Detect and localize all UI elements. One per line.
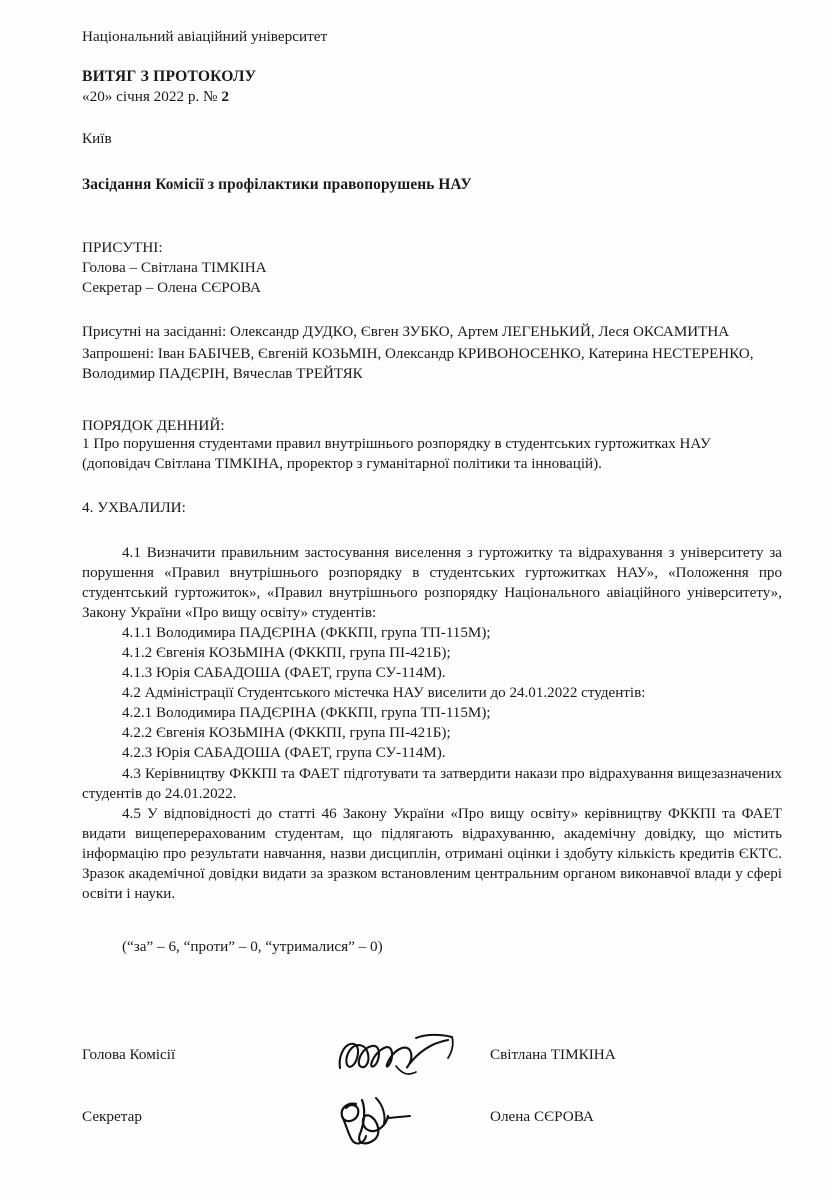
vote-result: (“за” – 6, “проти” – 0, “утрималися” – 0) bbox=[122, 937, 383, 955]
document-body bbox=[82, 28, 782, 956]
handwritten-signature-icon bbox=[332, 1028, 482, 1088]
meeting-title: Засідання Комісії з профілактики правопорушень НАУ bbox=[82, 176, 472, 193]
clause-4-2-3: 4.2.3 Юрія САБАДОША (ФАЕТ, група СУ-114М). bbox=[122, 745, 446, 762]
signature-name-chair: Світлана ТІМКІНА bbox=[490, 1046, 616, 1063]
present-section bbox=[82, 238, 782, 297]
document-date-prefix: «20» січня 2022 р. № bbox=[82, 88, 222, 105]
resolved-section bbox=[82, 543, 782, 904]
clause-4-1: 4.1 Визначити правильним застосування виселення з гуртожитку та відрахування з університету за порушення «Правил внутрішнього розпорядку в студентських гуртожитках НАУ», «Положення про студентський гуртожиток», «Правил внутрішнього розпорядку Національного авіаційного університету», Закону України «Про вищу освіту» студентів: bbox=[82, 544, 782, 622]
attendees-invited-list: Запрошені: Іван БАБІЧЕВ, Євгеній КОЗЬМІН, Олександр КРИВОНОСЕНКО, Катерина НЕСТЕРЕНКО, Володимир ПАДЄРІН, Вячеслав ТРЕЙТЯК bbox=[82, 346, 754, 383]
clause-4-1-1: 4.1.1 Володимира ПАДЄРІНА (ФККПІ, група ТП-115М); bbox=[122, 625, 491, 642]
clause-4-2-1: 4.2.1 Володимира ПАДЄРІНА (ФККПІ, група ТП-115М); bbox=[122, 705, 491, 722]
present-secretary: Секретар – Олена СЄРОВА bbox=[82, 278, 261, 296]
signature-role-secretary: Секретар bbox=[82, 1108, 142, 1125]
document-number: 2 bbox=[221, 88, 229, 105]
organization-name: Національний авіаційний університет bbox=[82, 28, 328, 45]
agenda-item-1: 1 Про порушення студентами правил внутрішнього розпорядку в студентських гуртожитках НАУ (доповідач Світлана ТІМКІНА, проректор з гуманітарної політики та інновацій). bbox=[82, 436, 711, 472]
present-heading: ПРИСУТНІ: bbox=[82, 239, 163, 256]
agenda-heading: ПОРЯДОК ДЕННИЙ: bbox=[82, 417, 225, 435]
agenda-section bbox=[82, 417, 782, 475]
clause-4-2-2: 4.2.2 Євгенія КОЗЬМІНА (ФККПІ, група ПІ-421Б); bbox=[122, 725, 451, 742]
attendees-section bbox=[82, 323, 782, 385]
signature-row-secretary bbox=[82, 1102, 782, 1164]
signature-block bbox=[82, 1040, 782, 1164]
clause-4-1-3: 4.1.3 Юрія САБАДОША (ФАЕТ, група СУ-114М). bbox=[122, 665, 446, 682]
document-date-line bbox=[82, 88, 782, 106]
document-title: ВИТЯГ З ПРОТОКОЛУ bbox=[82, 68, 257, 85]
signature-role-chair: Голова Комісії bbox=[82, 1046, 176, 1063]
clause-4-2: 4.2 Адміністрації Студентського містечка НАУ виселити до 24.01.2022 студентів: bbox=[122, 685, 646, 702]
attendees-present-list: Присутні на засіданні: Олександр ДУДКО, Євген ЗУБКО, Артем ЛЕГЕНЬКИЙ, Леся ОКСАМИТНА bbox=[82, 324, 730, 341]
resolved-heading: 4. УХВАЛИЛИ: bbox=[82, 498, 186, 516]
signature-name-secretary: Олена СЄРОВА bbox=[490, 1108, 594, 1125]
document-city: Київ bbox=[82, 130, 112, 147]
present-chair: Голова – Світлана ТІМКІНА bbox=[82, 258, 267, 276]
clause-4-3: 4.3 Керівництву ФККПІ та ФАЕТ підготувати та затвердити накази про відрахування вищезазначених студентів до 24.01.2022. bbox=[82, 765, 782, 802]
handwritten-signature-icon-secondary bbox=[332, 1090, 482, 1150]
clause-4-1-2: 4.1.2 Євгенія КОЗЬМІНА (ФККПІ, група ПІ-421Б); bbox=[122, 645, 451, 662]
clause-4-5: 4.5 У відповідності до статті 46 Закону України «Про вищу освіту» керівництву ФККПІ та ФАЕТ видати вищеперерахованим студентам, що підлягають відрахуванню, академічну довідку, що містить інформацію про результати навчання, назви дисциплін, отримані оцінки і здобуту кількість кредитів ЄКТС. Зразок академічної довідки видати за зразком встановленим центральним органом виконавчої влади у сфері освіти і науки. bbox=[82, 805, 782, 902]
